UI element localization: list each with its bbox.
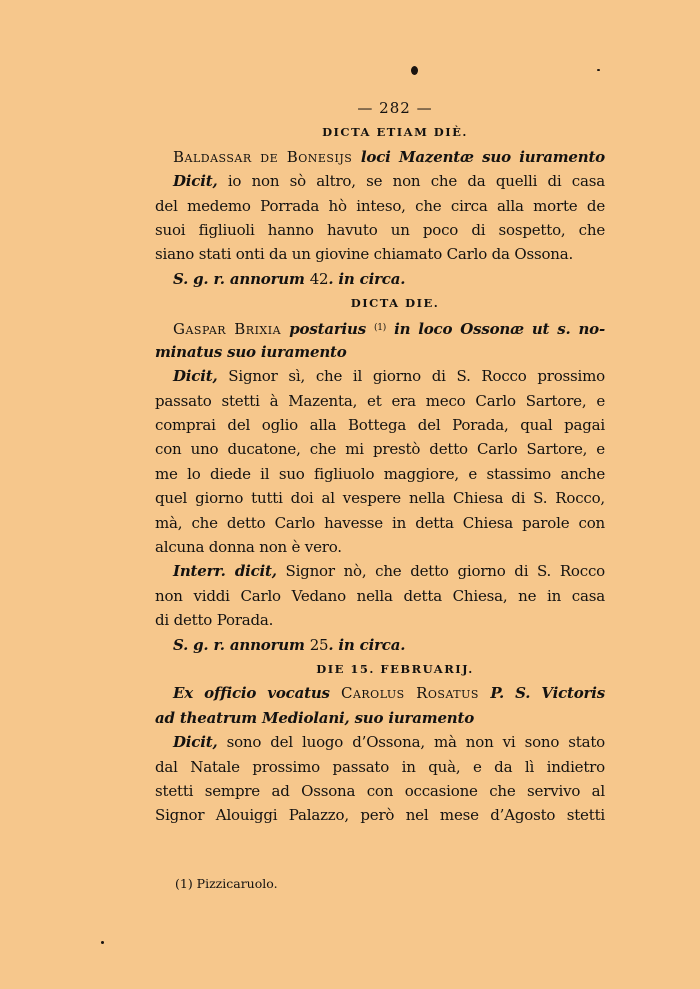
text-blocks bbox=[155, 120, 605, 827]
text-line: con uno ducatone, che mi prestò detto Carlo Sartore, e bbox=[155, 440, 605, 459]
text-run: in loco Ossonæ ut s. no- bbox=[386, 319, 605, 338]
text-line: comprai del oglio alla Bottega del Porada, qual pagai bbox=[155, 416, 605, 435]
text-run: Interr. dicit, bbox=[173, 562, 277, 581]
text-run: . in circa. bbox=[328, 635, 406, 654]
text-line bbox=[155, 681, 605, 705]
text-run: Dicit, bbox=[173, 172, 218, 191]
text-line bbox=[155, 730, 605, 754]
text-line: non viddi Carlo Vedano nella detta Chiesa, ne in casa bbox=[155, 586, 605, 605]
text-run: P. S. Victoris bbox=[490, 684, 605, 703]
text-run: Carolus Rosatus bbox=[340, 684, 491, 703]
text-line bbox=[155, 169, 605, 193]
text-line: passato stetti à Mazenta, et era meco Carlo Sartore, e bbox=[155, 391, 605, 410]
text-run: . in circa. bbox=[328, 269, 406, 288]
text-run: sono del luogo d’Ossona, mà non vi sono stato bbox=[217, 733, 605, 752]
text-line bbox=[155, 364, 605, 388]
section-heading: DIE 15. FEBRUARIJ. bbox=[316, 661, 474, 676]
text-run: Dicit, bbox=[173, 367, 218, 386]
section-heading: DICTA ETIAM DIÈ. bbox=[322, 125, 468, 140]
text-line: mà, che detto Carlo havesse in detta Chiesa parole con bbox=[155, 513, 605, 532]
text-line bbox=[155, 559, 605, 583]
text-line bbox=[155, 145, 605, 169]
text-run: 25 bbox=[309, 635, 329, 654]
page-number: — 282 — bbox=[357, 99, 433, 117]
text-run: Gaspar Brixia bbox=[173, 319, 290, 338]
text-run: (1) bbox=[373, 322, 387, 333]
text-run: loci Mazentæ suo iuramento bbox=[360, 147, 605, 166]
text-line: dal Natale prossimo passato in quà, e da lì indietro bbox=[155, 757, 605, 776]
text-line: quel giorno tutti doi al vespere nella Chiesa di S. Rocco, bbox=[155, 489, 605, 508]
text-line bbox=[155, 340, 605, 364]
text-line bbox=[155, 706, 605, 730]
ink-speck-top bbox=[411, 66, 418, 75]
text-line: del medemo Porrada hò inteso, che circa alla morte de bbox=[155, 196, 605, 215]
text-run: Ex officio vocatus bbox=[173, 684, 341, 703]
text-run: Signor sì, che il giorno di S. Rocco prossimo bbox=[217, 367, 605, 386]
text-line: stetti sempre ad Ossona con occasione che servivo al bbox=[155, 781, 605, 800]
text-run: Baldassar de Bonesijs bbox=[173, 147, 361, 166]
text-run: ad theatrum Mediolani, suo iuramento bbox=[155, 708, 475, 727]
footnote: (1) Pizzicaruolo. bbox=[175, 876, 278, 891]
page-body bbox=[155, 96, 605, 828]
text-line bbox=[155, 316, 605, 340]
text-run: Dicit, bbox=[173, 733, 218, 752]
text-line: Signor Alouiggi Palazzo, però nel mese d’Agosto stetti bbox=[155, 806, 605, 825]
text-run: postarius bbox=[289, 319, 374, 338]
ink-speck-right bbox=[597, 69, 600, 71]
text-run: io non sò altro, se non che da quelli di casa bbox=[217, 172, 605, 191]
text-line: me lo diede il suo figliuolo maggiore, e stassimo anche bbox=[155, 464, 605, 483]
text-run: minatus suo iuramento bbox=[155, 342, 347, 361]
text-run: S. g. r. annorum bbox=[173, 269, 310, 288]
text-run: S. g. r. annorum bbox=[173, 635, 310, 654]
text-line: alcuna donna non è vero. bbox=[155, 538, 342, 557]
text-line bbox=[155, 267, 605, 291]
text-line: suoi figliuoli hanno havuto un poco di sospetto, che bbox=[155, 220, 605, 239]
section-heading: DICTA DIE. bbox=[350, 296, 440, 311]
text-run: Signor nò, che detto giorno di S. Rocco bbox=[276, 562, 605, 581]
text-line: siano stati onti da un giovine chiamato Carlo da Ossona. bbox=[155, 245, 574, 264]
text-line: di detto Porada. bbox=[155, 611, 274, 630]
text-line bbox=[155, 633, 605, 657]
ink-speck-left bbox=[101, 941, 104, 944]
text-run: 42 bbox=[309, 269, 329, 288]
